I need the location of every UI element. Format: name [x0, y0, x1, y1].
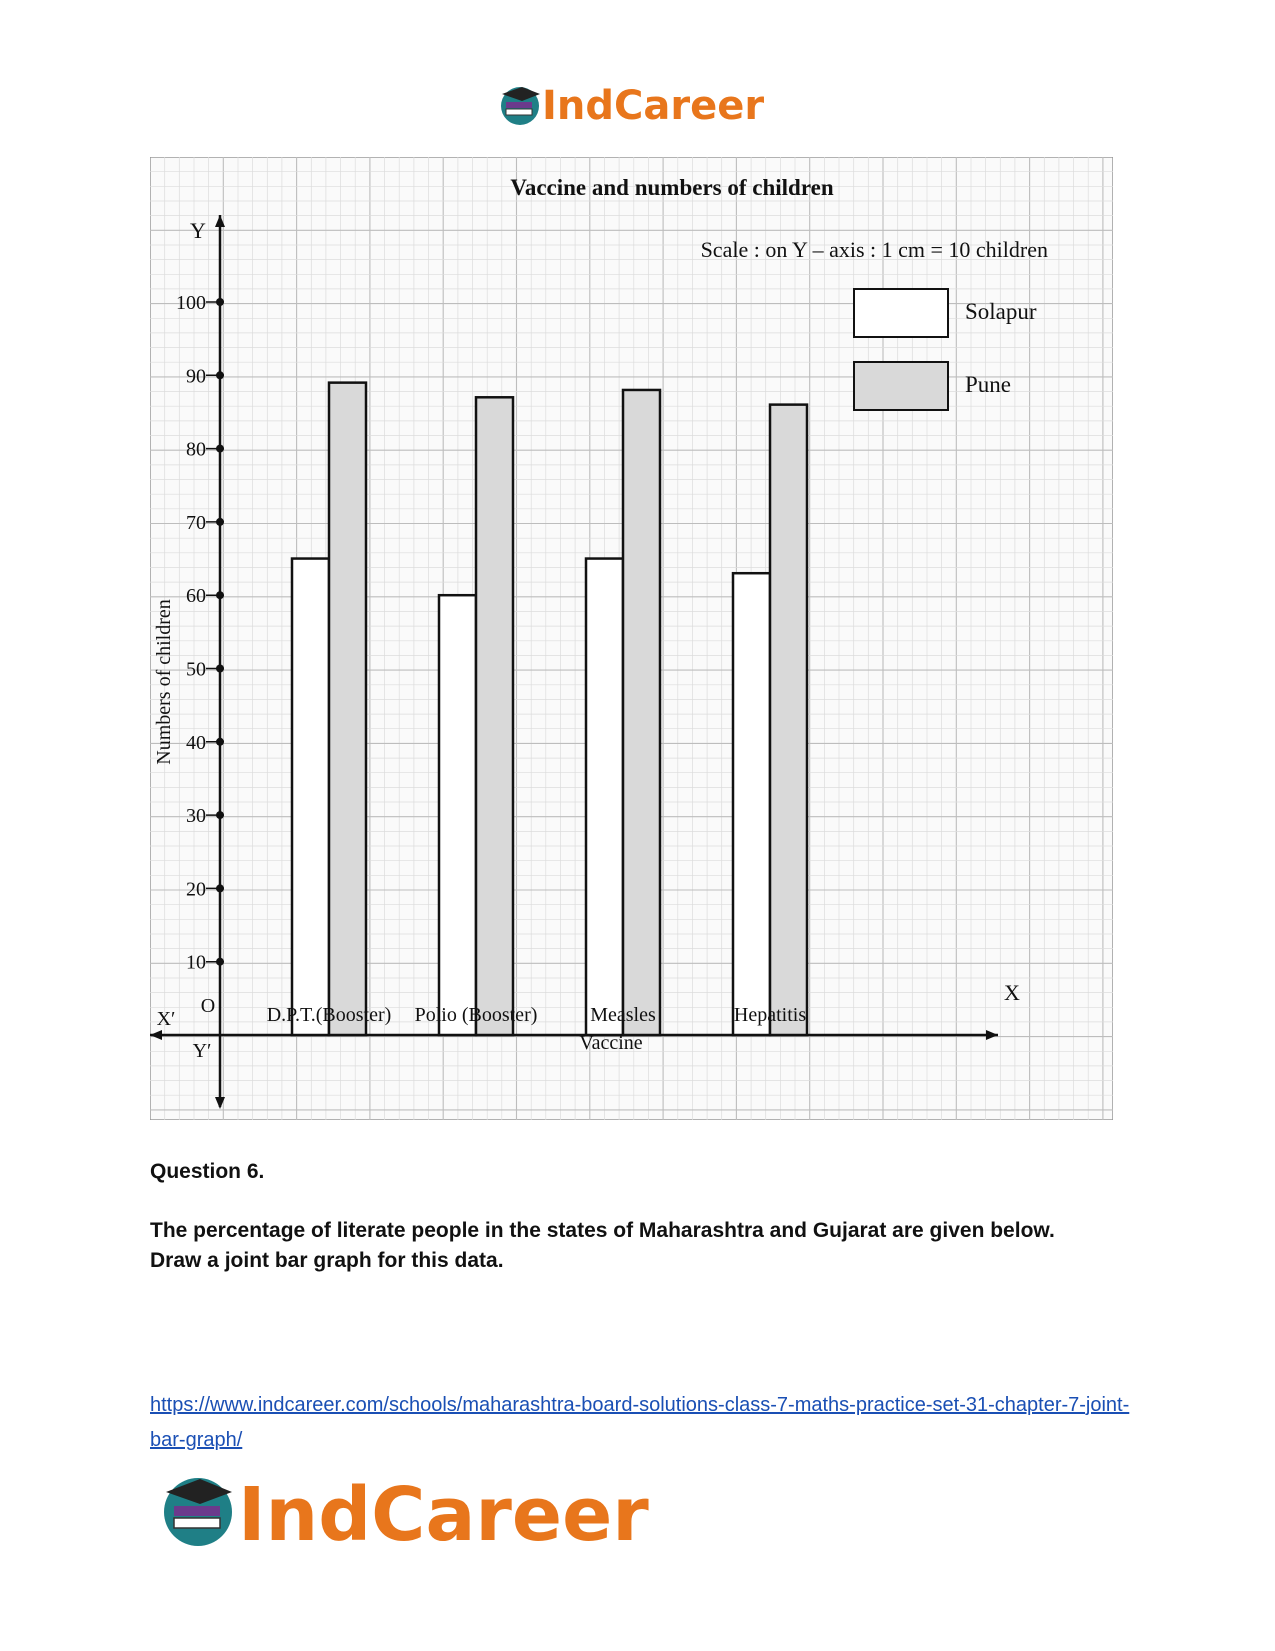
y-tick-label: 90 [186, 365, 206, 388]
question-statement: The percentage of literate people in the states of Maharashtra and Gujarat are given below. Draw a joint bar graph for this data. [150, 1219, 1055, 1272]
legend-swatch-solapur [854, 289, 948, 337]
x-axis-label: Vaccine [579, 1032, 643, 1054]
legend-label-pune: Pune [965, 372, 1011, 397]
y-tick-label: 80 [186, 438, 206, 461]
scale-note: Scale : on Y – axis : 1 cm = 10 children [700, 237, 1048, 262]
indcareer-logo-bottom [160, 1462, 700, 1562]
y-tick-label: 10 [186, 951, 206, 974]
bar-solapur-1 [292, 559, 329, 1035]
y-tick-label: 100 [176, 292, 206, 314]
bar-pune-1 [329, 383, 366, 1035]
y-tick-label: 70 [186, 511, 206, 534]
x-axis-name: X [1004, 980, 1020, 1005]
brand-name: IndCareer [238, 1472, 649, 1558]
bar-pune-2 [476, 397, 513, 1035]
vaccine-chart [150, 157, 1113, 1120]
graduation-cap-icon [501, 87, 540, 125]
legend-swatch-pune [854, 362, 948, 410]
graduation-cap-icon [164, 1478, 232, 1546]
bar-solapur-4 [733, 573, 770, 1035]
x-neg-axis-name: X′ [156, 1008, 176, 1030]
bar-solapur-3 [586, 559, 623, 1035]
category-label: Measles [590, 1004, 656, 1026]
y-tick-label: 30 [186, 805, 206, 828]
y-axis-label: Numbers of children [153, 599, 175, 765]
legend-label-solapur: Solapur [965, 299, 1037, 324]
bar-pune-4 [770, 405, 807, 1035]
chart-title: Vaccine and numbers of children [510, 175, 834, 200]
category-label: Hepatitis [733, 1004, 807, 1026]
question-number: Question 6. [150, 1160, 265, 1183]
y-tick-label: 20 [186, 878, 206, 901]
brand-name: IndCareer [542, 83, 765, 129]
y-tick-label: 60 [186, 585, 206, 608]
bar-solapur-2 [439, 595, 476, 1035]
y-axis-name: Y [190, 218, 206, 243]
indcareer-logo-top [498, 76, 778, 136]
category-label: Polio (Booster) [414, 1004, 538, 1026]
origin-label: O [200, 995, 216, 1017]
category-label: D.P.T.(Booster) [266, 1004, 392, 1026]
y-tick-label: 40 [186, 731, 206, 754]
bar-pune-3 [623, 390, 660, 1035]
source-link[interactable]: https://www.indcareer.com/schools/maharashtra-board-solutions-class-7-maths-practice-set-31-chapter-7-joint-bar-graph/ [150, 1394, 1130, 1451]
y-tick-label: 50 [186, 658, 206, 681]
y-neg-axis-name: Y′ [192, 1040, 212, 1062]
